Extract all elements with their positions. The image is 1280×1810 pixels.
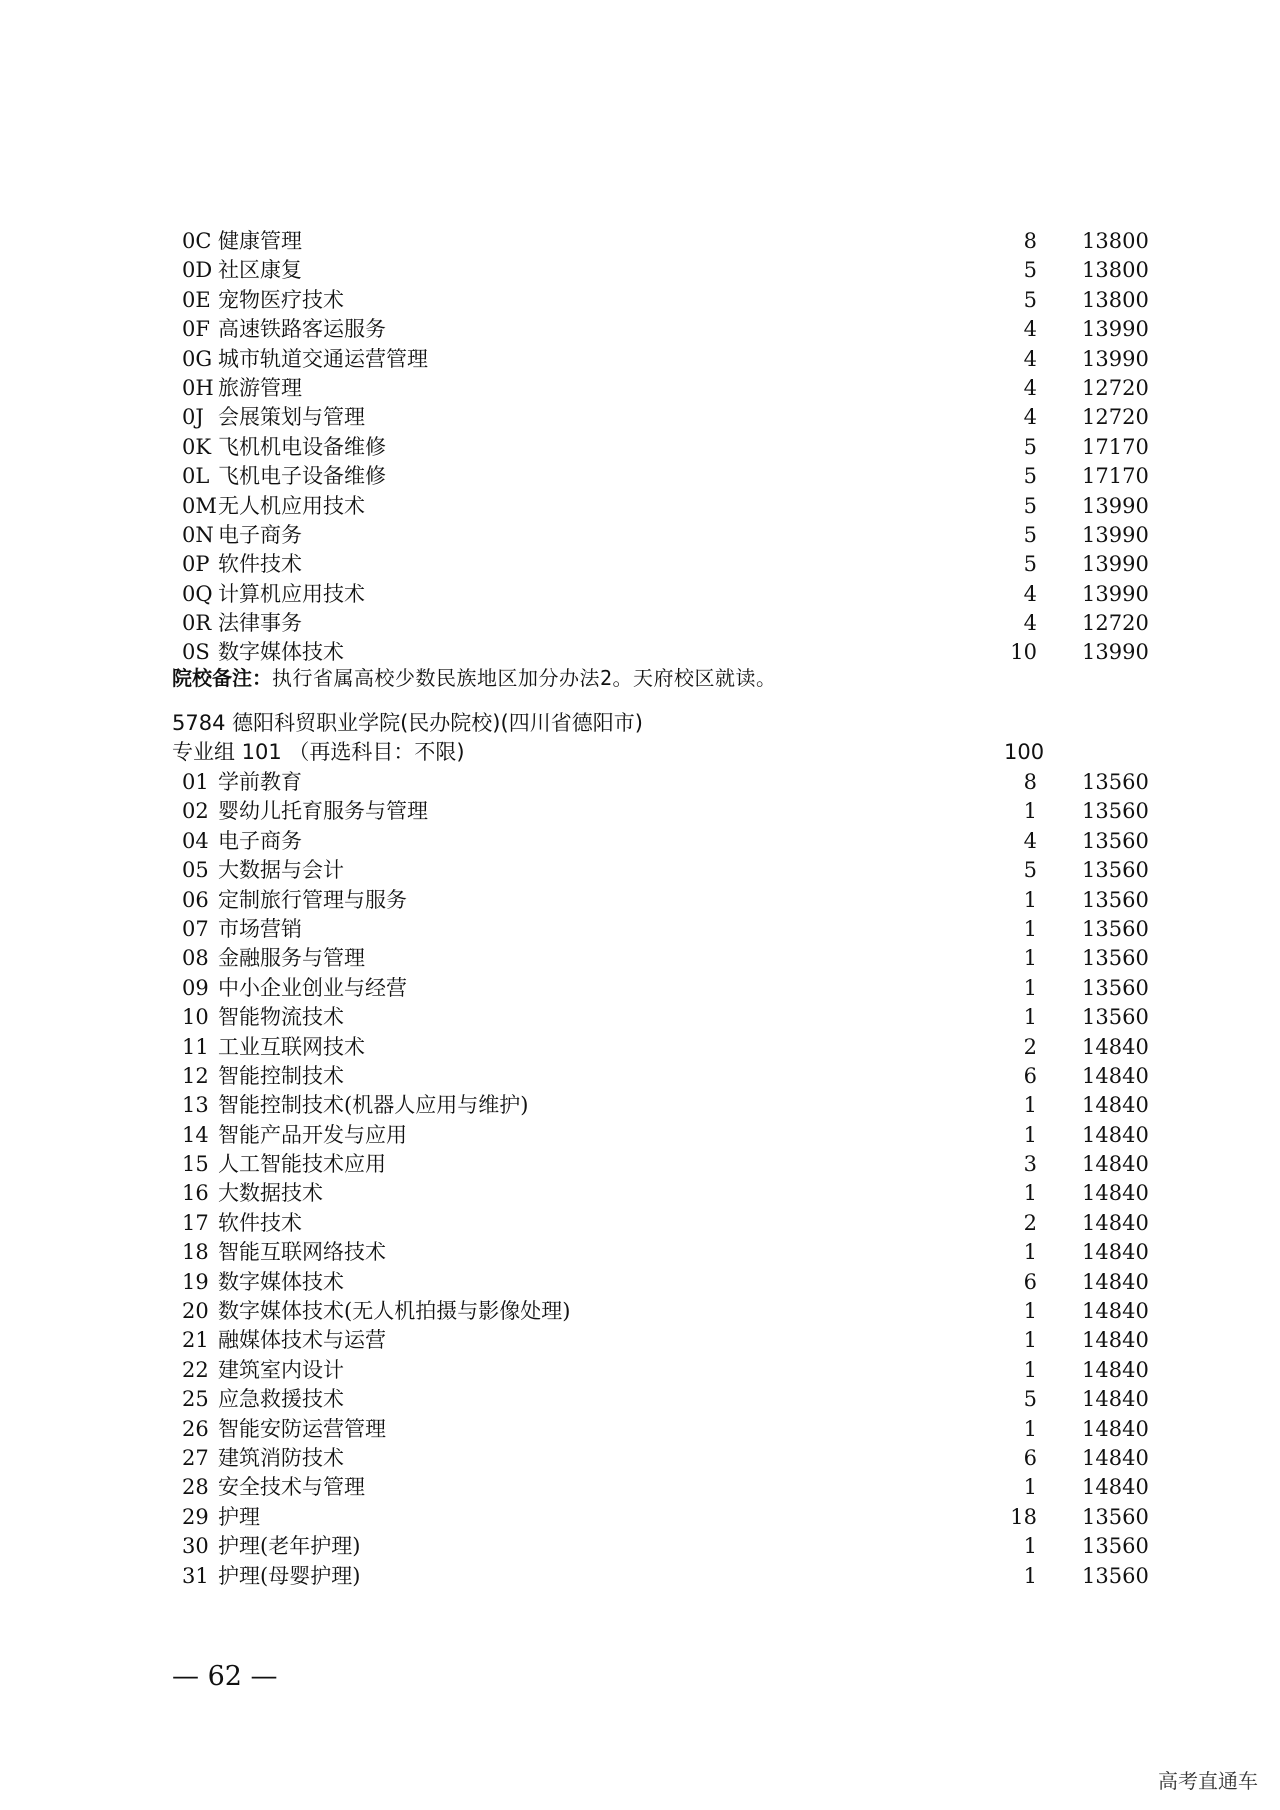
plan-count: 1 xyxy=(1023,1005,1037,1030)
tuition-fee: 14840 xyxy=(1082,1210,1149,1235)
plan-count: 2 xyxy=(1023,1210,1037,1235)
major-name: 智能控制技术(机器人应用与维护) xyxy=(218,1093,529,1118)
plan-count: 4 xyxy=(1023,581,1037,606)
table-row xyxy=(0,1444,1280,1473)
major-name: 电子商务 xyxy=(218,828,302,853)
tuition-fee: 14840 xyxy=(1082,1063,1149,1088)
table-row xyxy=(0,915,1280,944)
plan-count: 5 xyxy=(1023,552,1037,577)
tuition-fee: 13990 xyxy=(1082,581,1149,606)
major-name: 电子商务 xyxy=(218,522,302,547)
table-row xyxy=(0,974,1280,1003)
plan-count: 5 xyxy=(1023,493,1037,518)
major-code: 28 xyxy=(182,1475,209,1500)
table-row xyxy=(0,492,1280,521)
major-code: 0N xyxy=(182,522,214,547)
tuition-fee: 13560 xyxy=(1082,975,1149,1000)
tuition-fee: 14840 xyxy=(1082,1416,1149,1441)
plan-count: 4 xyxy=(1023,405,1037,430)
table-row xyxy=(0,797,1280,826)
major-name: 飞机电子设备维修 xyxy=(218,464,386,489)
major-code: 08 xyxy=(182,946,209,971)
table-row xyxy=(0,944,1280,973)
major-code: 0P xyxy=(182,552,210,577)
table-row xyxy=(0,315,1280,344)
tuition-fee: 13560 xyxy=(1082,858,1149,883)
table-row xyxy=(0,1473,1280,1502)
plan-count: 4 xyxy=(1023,317,1037,342)
table-row xyxy=(0,1385,1280,1414)
major-group-total: 100 xyxy=(1004,740,1045,764)
major-name: 工业互联网技术 xyxy=(218,1034,365,1059)
school-note-text: 执行省属高校少数民族地区加分办法2。天府校区就读。 xyxy=(272,666,777,690)
major-code: 18 xyxy=(182,1240,209,1265)
major-code: 26 xyxy=(182,1416,209,1441)
plan-count: 4 xyxy=(1023,346,1037,371)
tuition-fee: 13560 xyxy=(1082,916,1149,941)
major-code: 31 xyxy=(182,1563,209,1588)
major-code: 22 xyxy=(182,1357,209,1382)
plan-count: 1 xyxy=(1023,1122,1037,1147)
major-name: 金融服务与管理 xyxy=(218,946,365,971)
major-code: 10 xyxy=(182,1005,209,1030)
major-name: 旅游管理 xyxy=(218,375,302,400)
table-row xyxy=(0,1532,1280,1561)
major-name: 软件技术 xyxy=(218,1210,302,1235)
table-row xyxy=(0,1033,1280,1062)
tuition-fee: 13990 xyxy=(1082,640,1149,665)
plan-count: 1 xyxy=(1023,1093,1037,1118)
plan-count: 5 xyxy=(1023,258,1037,283)
plan-count: 6 xyxy=(1023,1269,1037,1294)
table-row xyxy=(0,1209,1280,1238)
plan-count: 1 xyxy=(1023,1357,1037,1382)
plan-count: 3 xyxy=(1023,1152,1037,1177)
major-group-header xyxy=(172,737,1045,767)
tuition-fee: 13560 xyxy=(1082,946,1149,971)
major-code: 30 xyxy=(182,1534,209,1559)
table-row xyxy=(0,1562,1280,1591)
major-code: 11 xyxy=(182,1034,209,1059)
tuition-fee: 13990 xyxy=(1082,317,1149,342)
tuition-fee: 12720 xyxy=(1082,611,1149,636)
tuition-fee: 13560 xyxy=(1082,1504,1149,1529)
major-code: 0K xyxy=(182,434,212,459)
table-row xyxy=(0,1238,1280,1267)
major-name: 应急救援技术 xyxy=(218,1387,344,1412)
plan-count: 5 xyxy=(1023,1387,1037,1412)
plan-count: 8 xyxy=(1023,770,1037,794)
plan-count: 1 xyxy=(1023,887,1037,912)
major-name: 建筑室内设计 xyxy=(218,1357,344,1382)
plan-count: 4 xyxy=(1023,375,1037,400)
plan-count: 6 xyxy=(1023,1063,1037,1088)
tuition-fee: 14840 xyxy=(1082,1475,1149,1500)
plan-count: 1 xyxy=(1023,1563,1037,1588)
plan-count: 4 xyxy=(1023,611,1037,636)
major-code: 0M xyxy=(182,493,217,518)
major-name: 计算机应用技术 xyxy=(218,581,365,606)
plan-count: 1 xyxy=(1023,1416,1037,1441)
table-row xyxy=(0,1415,1280,1444)
major-code: 21 xyxy=(182,1328,209,1353)
major-name: 护理 xyxy=(218,1504,260,1529)
major-code: 20 xyxy=(182,1299,209,1324)
table-row xyxy=(0,827,1280,856)
tuition-fee: 13990 xyxy=(1082,522,1149,547)
major-name: 智能互联网络技术 xyxy=(218,1240,386,1265)
major-name: 数字媒体技术 xyxy=(218,1269,344,1294)
table-row xyxy=(0,886,1280,915)
table-row xyxy=(0,403,1280,432)
table-row xyxy=(0,1268,1280,1297)
table-row xyxy=(0,1503,1280,1532)
major-code: 0R xyxy=(182,611,212,636)
major-name: 护理(老年护理) xyxy=(218,1534,361,1559)
major-name: 融媒体技术与运营 xyxy=(218,1328,386,1353)
major-name: 人工智能技术应用 xyxy=(218,1152,386,1177)
tuition-fee: 13560 xyxy=(1082,887,1149,912)
tuition-fee: 13560 xyxy=(1082,1563,1149,1588)
tuition-fee: 14840 xyxy=(1082,1269,1149,1294)
major-name: 城市轨道交通运营管理 xyxy=(218,346,428,371)
plan-count: 18 xyxy=(1010,1504,1037,1529)
major-code: 13 xyxy=(182,1093,209,1118)
table-row xyxy=(0,1062,1280,1091)
table-row xyxy=(0,1091,1280,1120)
table-row xyxy=(0,374,1280,403)
table-row xyxy=(0,462,1280,491)
table-row xyxy=(0,1297,1280,1326)
plan-count: 1 xyxy=(1023,916,1037,941)
majors-table-a xyxy=(0,227,1280,668)
major-code: 0J xyxy=(182,405,204,430)
major-code: 01 xyxy=(182,770,209,794)
table-row xyxy=(0,1003,1280,1032)
tuition-fee: 14840 xyxy=(1082,1357,1149,1382)
major-name: 无人机应用技术 xyxy=(218,493,365,518)
tuition-fee: 13560 xyxy=(1082,828,1149,853)
tuition-fee: 17170 xyxy=(1082,434,1149,459)
table-row xyxy=(0,286,1280,315)
major-name: 建筑消防技术 xyxy=(218,1445,344,1470)
tuition-fee: 14840 xyxy=(1082,1152,1149,1177)
plan-count: 5 xyxy=(1023,287,1037,312)
major-name: 健康管理 xyxy=(218,229,302,253)
plan-count: 4 xyxy=(1023,828,1037,853)
table-row xyxy=(0,1150,1280,1179)
tuition-fee: 17170 xyxy=(1082,464,1149,489)
plan-count: 1 xyxy=(1023,1181,1037,1206)
major-name: 飞机机电设备维修 xyxy=(218,434,386,459)
table-row xyxy=(0,856,1280,885)
table-row xyxy=(0,1121,1280,1150)
plan-count: 1 xyxy=(1023,799,1037,824)
table-row xyxy=(0,609,1280,638)
table-row xyxy=(0,256,1280,285)
major-code: 12 xyxy=(182,1063,209,1088)
majors-table-b xyxy=(0,768,1280,1591)
plan-count: 5 xyxy=(1023,858,1037,883)
plan-count: 8 xyxy=(1023,229,1037,253)
tuition-fee: 13800 xyxy=(1082,287,1149,312)
major-group-label: 专业组 101 （再选科目：不限) xyxy=(172,740,465,764)
tuition-fee: 14840 xyxy=(1082,1299,1149,1324)
major-name: 大数据与会计 xyxy=(218,858,344,883)
major-name: 定制旅行管理与服务 xyxy=(218,887,407,912)
page-number: — 62 — xyxy=(172,1661,278,1692)
plan-count: 1 xyxy=(1023,975,1037,1000)
tuition-fee: 14840 xyxy=(1082,1445,1149,1470)
table-row xyxy=(0,550,1280,579)
plan-count: 1 xyxy=(1023,1299,1037,1324)
major-name: 市场营销 xyxy=(218,916,302,941)
plan-count: 1 xyxy=(1023,1328,1037,1353)
major-name: 软件技术 xyxy=(218,552,302,577)
school-note xyxy=(172,664,777,693)
major-name: 安全技术与管理 xyxy=(218,1475,365,1500)
major-code: 0D xyxy=(182,258,213,283)
tuition-fee: 12720 xyxy=(1082,375,1149,400)
tuition-fee: 14840 xyxy=(1082,1122,1149,1147)
major-code: 0Q xyxy=(182,581,213,606)
major-code: 06 xyxy=(182,887,209,912)
tuition-fee: 14840 xyxy=(1082,1181,1149,1206)
tuition-fee: 14840 xyxy=(1082,1240,1149,1265)
major-name: 智能安防运营管理 xyxy=(218,1416,386,1441)
tuition-fee: 13560 xyxy=(1082,1534,1149,1559)
tuition-fee: 14840 xyxy=(1082,1034,1149,1059)
major-code: 0S xyxy=(182,640,210,665)
table-row xyxy=(0,1326,1280,1355)
table-row xyxy=(0,433,1280,462)
table-row xyxy=(0,521,1280,550)
table-row xyxy=(0,768,1280,797)
major-name: 婴幼儿托育服务与管理 xyxy=(218,799,428,824)
plan-count: 1 xyxy=(1023,1240,1037,1265)
major-name: 护理(母婴护理) xyxy=(218,1563,361,1588)
table-row xyxy=(0,227,1280,256)
major-code: 14 xyxy=(182,1122,209,1147)
table-row xyxy=(0,1179,1280,1208)
major-code: 29 xyxy=(182,1504,209,1529)
major-code: 25 xyxy=(182,1387,209,1412)
major-name: 智能产品开发与应用 xyxy=(218,1122,407,1147)
plan-count: 10 xyxy=(1010,640,1037,665)
tuition-fee: 13990 xyxy=(1082,346,1149,371)
major-name: 数字媒体技术 xyxy=(218,640,344,665)
tuition-fee: 13800 xyxy=(1082,229,1149,253)
major-code: 0F xyxy=(182,317,210,342)
major-code: 27 xyxy=(182,1445,209,1470)
tuition-fee: 13560 xyxy=(1082,770,1149,794)
plan-count: 2 xyxy=(1023,1034,1037,1059)
plan-count: 5 xyxy=(1023,522,1037,547)
major-name: 高速铁路客运服务 xyxy=(218,317,386,342)
school-header: 5784 德阳科贸职业学院(民办院校)(四川省德阳市) xyxy=(172,711,643,735)
tuition-fee: 13560 xyxy=(1082,1005,1149,1030)
major-name: 宠物医疗技术 xyxy=(218,287,344,312)
major-code: 0L xyxy=(182,464,210,489)
watermark: 高考直通车 xyxy=(1158,1769,1258,1793)
tuition-fee: 13800 xyxy=(1082,258,1149,283)
major-code: 0H xyxy=(182,375,214,400)
table-row xyxy=(0,1356,1280,1385)
plan-count: 1 xyxy=(1023,946,1037,971)
major-code: 04 xyxy=(182,828,209,853)
plan-count: 5 xyxy=(1023,434,1037,459)
tuition-fee: 13560 xyxy=(1082,799,1149,824)
major-name: 大数据技术 xyxy=(218,1181,323,1206)
major-code: 17 xyxy=(182,1210,209,1235)
major-name: 智能控制技术 xyxy=(218,1063,344,1088)
tuition-fee: 14840 xyxy=(1082,1093,1149,1118)
major-name: 数字媒体技术(无人机拍摄与影像处理) xyxy=(218,1299,571,1324)
plan-count: 1 xyxy=(1023,1534,1037,1559)
major-name: 学前教育 xyxy=(218,770,302,794)
plan-count: 6 xyxy=(1023,1445,1037,1470)
major-code: 07 xyxy=(182,916,209,941)
major-code: 05 xyxy=(182,858,209,883)
major-name: 智能物流技术 xyxy=(218,1005,344,1030)
major-code: 0E xyxy=(182,287,211,312)
tuition-fee: 14840 xyxy=(1082,1387,1149,1412)
major-code: 15 xyxy=(182,1152,209,1177)
table-row xyxy=(0,345,1280,374)
plan-count: 1 xyxy=(1023,1475,1037,1500)
table-row xyxy=(0,580,1280,609)
tuition-fee: 13990 xyxy=(1082,552,1149,577)
tuition-fee: 12720 xyxy=(1082,405,1149,430)
major-code: 09 xyxy=(182,975,209,1000)
major-name: 中小企业创业与经营 xyxy=(218,975,407,1000)
tuition-fee: 14840 xyxy=(1082,1328,1149,1353)
major-name: 法律事务 xyxy=(218,611,302,636)
school-note-label: 院校备注： xyxy=(172,666,272,690)
tuition-fee: 13990 xyxy=(1082,493,1149,518)
plan-count: 5 xyxy=(1023,464,1037,489)
major-code: 16 xyxy=(182,1181,209,1206)
major-code: 19 xyxy=(182,1269,209,1294)
major-code: 02 xyxy=(182,799,209,824)
major-name: 会展策划与管理 xyxy=(218,405,365,430)
major-code: 0G xyxy=(182,346,213,371)
major-name: 社区康复 xyxy=(218,258,302,283)
major-code: 0C xyxy=(182,229,212,253)
